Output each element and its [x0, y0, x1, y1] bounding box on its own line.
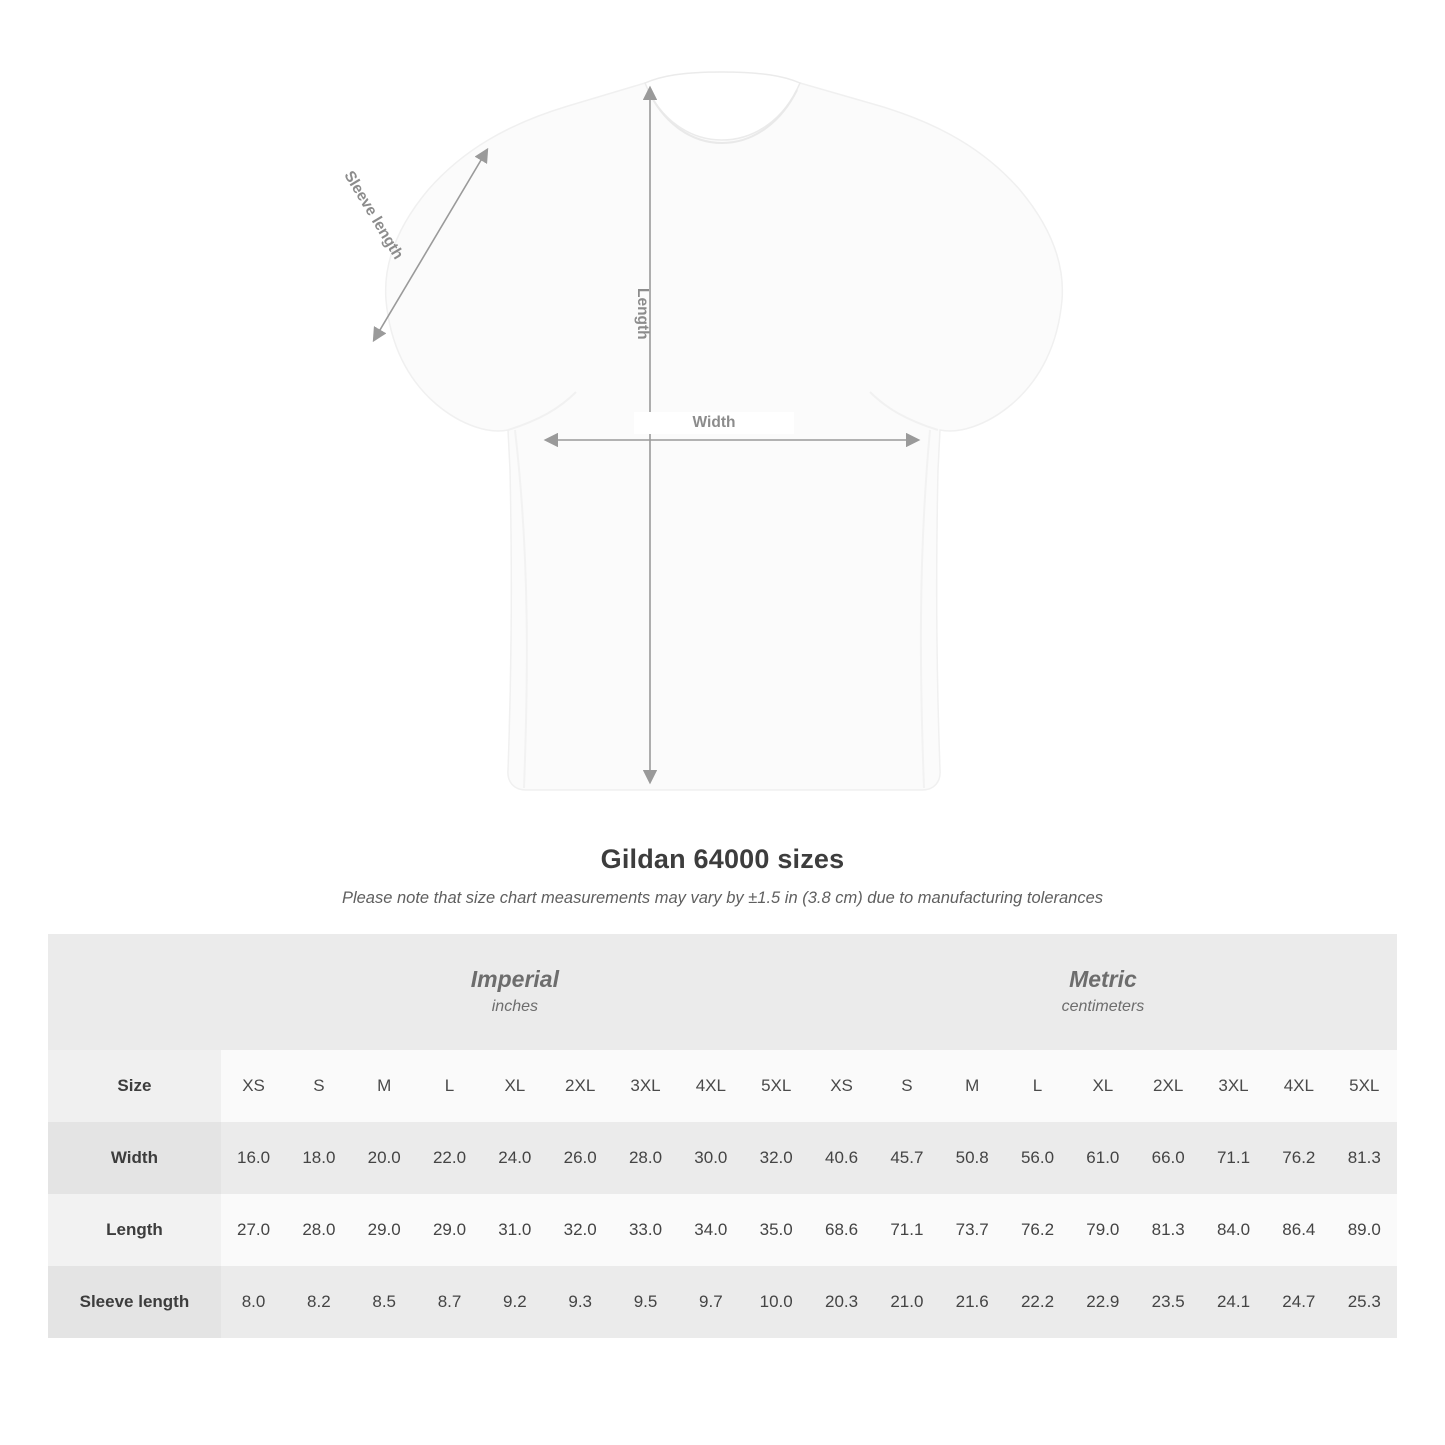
size-header-imperial-3xl: 3XL	[613, 1050, 678, 1122]
width-imperial-4xl: 30.0	[678, 1122, 743, 1194]
unit-sub-metric: centimeters	[1061, 997, 1145, 1015]
width-metric-xl: 61.0	[1070, 1122, 1135, 1194]
length-imperial-4xl: 34.0	[678, 1194, 743, 1266]
sleeve-length-label: Sleeve length	[340, 168, 407, 263]
sleeve-metric-m: 21.6	[940, 1266, 1005, 1338]
unit-header-imperial	[221, 934, 809, 1050]
sleeve-imperial-m: 8.5	[352, 1266, 417, 1338]
size-header-imperial-xl: XL	[482, 1050, 547, 1122]
width-metric-m: 50.8	[940, 1122, 1005, 1194]
width-metric-l: 56.0	[1005, 1122, 1070, 1194]
length-metric-5xl: 89.0	[1332, 1194, 1398, 1266]
sleeve-imperial-xl: 9.2	[482, 1266, 547, 1338]
size-table	[48, 934, 1397, 1338]
width-metric-4xl: 76.2	[1266, 1122, 1331, 1194]
length-label: Length	[634, 288, 651, 340]
sleeve-imperial-3xl: 9.5	[613, 1266, 678, 1338]
sleeve-metric-l: 22.2	[1005, 1266, 1070, 1338]
width-imperial-xl: 24.0	[482, 1122, 547, 1194]
width-imperial-m: 20.0	[352, 1122, 417, 1194]
row-label-length: Length	[48, 1194, 221, 1266]
length-imperial-xl: 31.0	[482, 1194, 547, 1266]
length-metric-xs: 68.6	[809, 1194, 874, 1266]
length-imperial-3xl: 33.0	[613, 1194, 678, 1266]
size-header-imperial-xs: XS	[221, 1050, 286, 1122]
unit-name-imperial: Imperial	[470, 965, 559, 992]
width-imperial-xs: 16.0	[221, 1122, 286, 1194]
chart-title: Gildan 64000 sizes	[600, 844, 845, 874]
unit-name-metric: Metric	[1069, 965, 1137, 992]
width-metric-s: 45.7	[874, 1122, 939, 1194]
width-imperial-l: 22.0	[417, 1122, 482, 1194]
width-metric-2xl: 66.0	[1136, 1122, 1201, 1194]
width-metric-xs: 40.6	[809, 1122, 874, 1194]
size-header-imperial-2xl: 2XL	[548, 1050, 613, 1122]
sleeve-metric-s: 21.0	[874, 1266, 939, 1338]
row-label-width: Width	[48, 1122, 221, 1194]
unit-header-metric	[809, 934, 1397, 1050]
size-header-metric-l: L	[1005, 1050, 1070, 1122]
length-metric-3xl: 84.0	[1201, 1194, 1266, 1266]
length-imperial-s: 28.0	[286, 1194, 351, 1266]
sleeve-imperial-l: 8.7	[417, 1266, 482, 1338]
size-header-imperial-l: L	[417, 1050, 482, 1122]
width-metric-3xl: 71.1	[1201, 1122, 1266, 1194]
length-metric-4xl: 86.4	[1266, 1194, 1331, 1266]
sleeve-metric-4xl: 24.7	[1266, 1266, 1331, 1338]
sleeve-imperial-4xl: 9.7	[678, 1266, 743, 1338]
sleeve-imperial-xs: 8.0	[221, 1266, 286, 1338]
width-metric-5xl: 81.3	[1332, 1122, 1398, 1194]
length-metric-l: 76.2	[1005, 1194, 1070, 1266]
length-imperial-l: 29.0	[417, 1194, 482, 1266]
length-metric-m: 73.7	[940, 1194, 1005, 1266]
row-label-sleeve-length: Sleeve length	[48, 1266, 221, 1338]
size-header-metric-xl: XL	[1070, 1050, 1135, 1122]
sleeve-metric-2xl: 23.5	[1136, 1266, 1201, 1338]
unit-sub-imperial: inches	[491, 997, 538, 1015]
size-header-metric-5xl: 5XL	[1332, 1050, 1398, 1122]
sleeve-metric-3xl: 24.1	[1201, 1266, 1266, 1338]
size-header-metric-3xl: 3XL	[1201, 1050, 1266, 1122]
width-label: Width	[634, 412, 794, 434]
table-row	[48, 1194, 1397, 1266]
length-metric-xl: 79.0	[1070, 1194, 1135, 1266]
sleeve-metric-5xl: 25.3	[1332, 1266, 1398, 1338]
size-header-metric-xs: XS	[809, 1050, 874, 1122]
size-header-imperial-4xl: 4XL	[678, 1050, 743, 1122]
width-imperial-5xl: 32.0	[744, 1122, 809, 1194]
length-metric-2xl: 81.3	[1136, 1194, 1201, 1266]
sleeve-metric-xl: 22.9	[1070, 1266, 1135, 1338]
length-imperial-2xl: 32.0	[548, 1194, 613, 1266]
unit-header-row	[48, 934, 1397, 1050]
table-row	[48, 1122, 1397, 1194]
size-header-row	[48, 1050, 1397, 1122]
table-corner-cell	[48, 934, 221, 1050]
length-imperial-5xl: 35.0	[744, 1194, 809, 1266]
sleeve-imperial-5xl: 10.0	[744, 1266, 809, 1338]
size-header-imperial-s: S	[286, 1050, 351, 1122]
size-header-metric-m: M	[940, 1050, 1005, 1122]
size-header-metric-4xl: 4XL	[1266, 1050, 1331, 1122]
sleeve-imperial-2xl: 9.3	[548, 1266, 613, 1338]
width-imperial-s: 18.0	[286, 1122, 351, 1194]
length-imperial-m: 29.0	[352, 1194, 417, 1266]
size-header-metric-2xl: 2XL	[1136, 1050, 1201, 1122]
size-header-metric-s: S	[874, 1050, 939, 1122]
sleeve-imperial-s: 8.2	[286, 1266, 351, 1338]
table-row	[48, 1266, 1397, 1338]
width-imperial-3xl: 28.0	[613, 1122, 678, 1194]
length-imperial-xs: 27.0	[221, 1194, 286, 1266]
size-label-cell: Size	[48, 1050, 221, 1122]
size-table-wrapper	[48, 934, 1397, 1338]
chart-note: Please note that size chart measurements may vary by ±1.5 in (3.8 cm) due to manufacturing tolerances	[341, 889, 1104, 907]
size-header-imperial-5xl: 5XL	[744, 1050, 809, 1122]
sleeve-metric-xs: 20.3	[809, 1266, 874, 1338]
size-header-imperial-m: M	[352, 1050, 417, 1122]
length-metric-s: 71.1	[874, 1194, 939, 1266]
width-imperial-2xl: 26.0	[548, 1122, 613, 1194]
